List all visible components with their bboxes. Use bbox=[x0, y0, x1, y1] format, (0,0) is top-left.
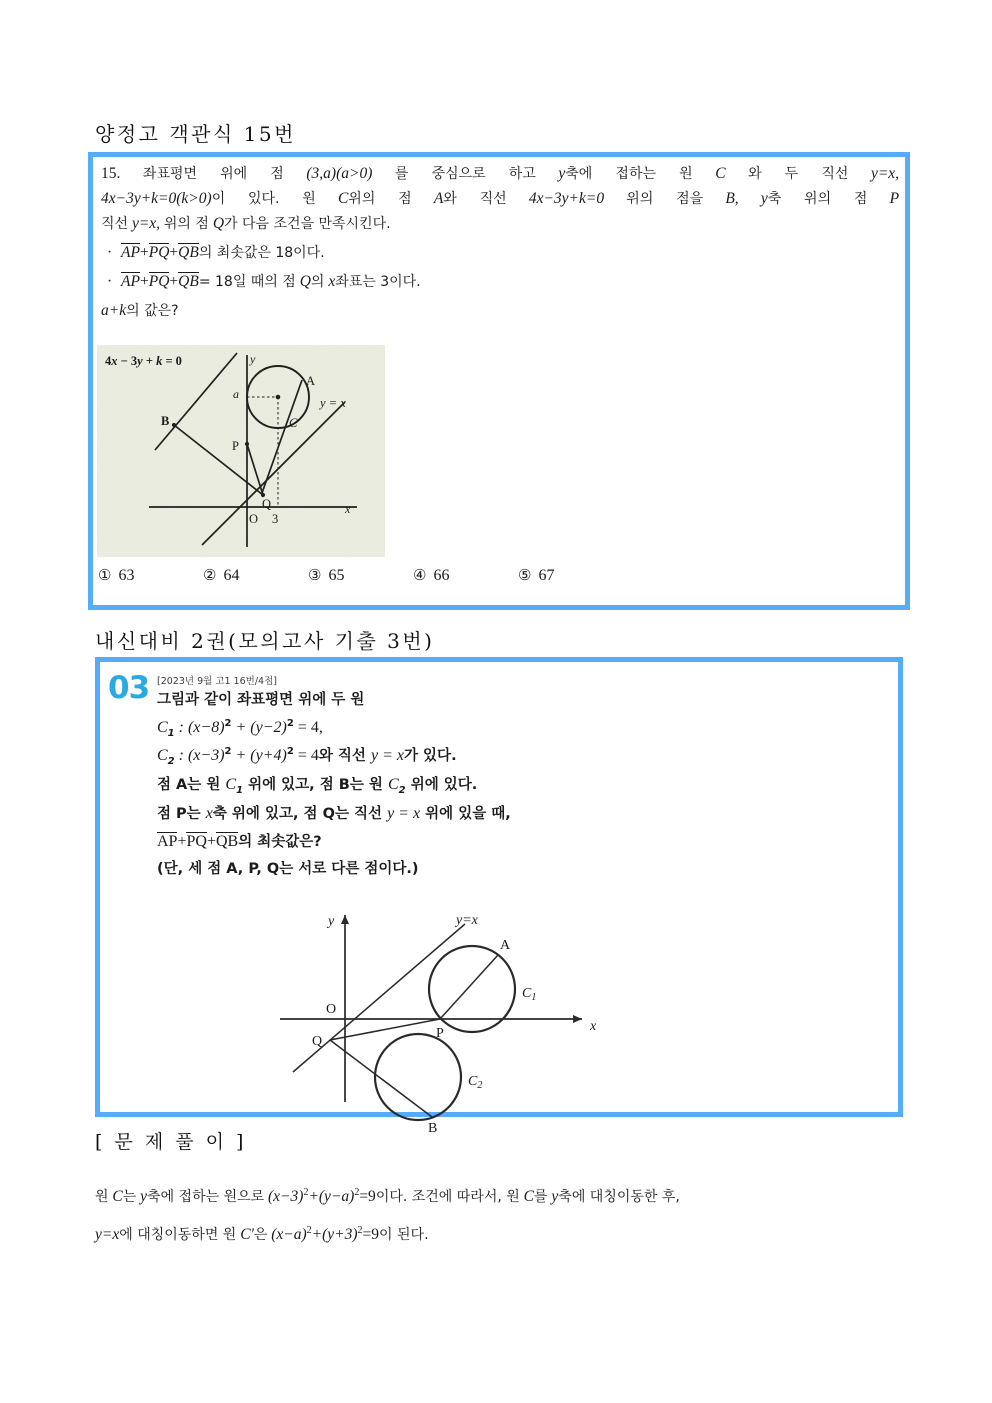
problem-15-text bbox=[101, 161, 899, 323]
sol-s2-c: 은 bbox=[253, 1226, 268, 1243]
problem-03-line-6: AP+PQ+QB의 최솟값은? bbox=[157, 833, 322, 851]
p03-c1-eq-c: = 4, bbox=[293, 718, 323, 736]
fig15-label-Q: Q bbox=[262, 497, 272, 511]
fig03-label-yx: y=x bbox=[456, 913, 478, 928]
solution-line-2 bbox=[95, 1216, 925, 1254]
p03-l4-c1: C bbox=[225, 776, 237, 794]
choice-1[interactable] bbox=[98, 566, 134, 585]
fig03-label-C2: $C_2$ bbox=[468, 1074, 483, 1091]
problem-15-condition-1: · AP+PQ+QB의 최솟값은 18이다. bbox=[107, 244, 325, 262]
p03-l4-b: 위에 있고, 점 B는 원 bbox=[248, 777, 383, 794]
sol-eq1-a: (x−3) bbox=[268, 1188, 304, 1205]
p03-c2-eq-c: = 4 bbox=[293, 747, 319, 765]
sol-circle-c-1: C bbox=[112, 1188, 123, 1205]
sol-circle-cp: C' bbox=[240, 1225, 254, 1243]
sol-circle-c-2: C bbox=[523, 1188, 534, 1205]
fig15-label-3: 3 bbox=[272, 512, 279, 526]
sol-s1-c: 축에 접하는 원으로 bbox=[147, 1189, 265, 1205]
p03-l4-c1-sub: 1 bbox=[236, 785, 244, 797]
choice-5[interactable] bbox=[518, 566, 554, 585]
p03-l4-c2: C bbox=[387, 776, 399, 794]
p03-c1-name: C bbox=[157, 718, 168, 736]
choice-4[interactable] bbox=[413, 566, 449, 585]
choice-1-marker: ① bbox=[98, 568, 112, 584]
p03-c1-sup-a: 2 bbox=[224, 717, 232, 729]
p15-q-ak: a+k bbox=[101, 301, 127, 319]
problem-15-line-3 bbox=[101, 211, 899, 236]
sol-s2-b: 에 대칭이동하면 원 bbox=[119, 1226, 237, 1243]
p15-cond2-x: x bbox=[328, 273, 336, 291]
p15-frag-intro-h: 위의 점을 bbox=[626, 191, 704, 208]
fig03-label-y-axis: y bbox=[328, 914, 335, 929]
p03-seg-pq: PQ bbox=[186, 833, 207, 851]
problem-15-number: 15. bbox=[101, 165, 121, 182]
p15-q-tail: 의 값은? bbox=[126, 302, 179, 319]
p15-frag-point: (3,a)(a>0) bbox=[306, 165, 373, 182]
p03-l4-c2-sub: 2 bbox=[398, 785, 406, 797]
choice-4-value: 66 bbox=[433, 567, 450, 584]
sol-eq1-b: +(y−a) bbox=[308, 1188, 355, 1205]
p03-c2-sup-b: 2 bbox=[286, 746, 294, 758]
fig15-label-yx: y = x bbox=[320, 396, 346, 410]
sol-y-2: y bbox=[551, 1188, 559, 1205]
fig15-label-A: A bbox=[306, 374, 316, 388]
choice-3-marker: ③ bbox=[308, 568, 322, 584]
p15-seg-pq-1: PQ bbox=[148, 244, 170, 262]
p15-cond1-tail: 의 최솟값은 18이다. bbox=[198, 245, 325, 262]
p03-c2-sub: 2 bbox=[167, 756, 175, 768]
problem-03-line-7: (단, 세 점 A, P, Q는 서로 다른 점이다.) bbox=[157, 860, 419, 877]
bullet-icon-2: · bbox=[107, 273, 113, 291]
p15-frag-line-eq: 4x−3y+k=0(k>0) bbox=[101, 190, 212, 208]
p03-seg-qb: QB bbox=[215, 833, 239, 851]
problem-03-line-3 bbox=[157, 742, 888, 771]
p03-line-yx-1: y = x bbox=[371, 747, 404, 765]
p03-l5-b: 축 위에 있고, 점 Q는 직선 bbox=[212, 805, 383, 822]
p15-frag-y2: y bbox=[760, 190, 768, 208]
p15-frag-intro-f: 위의 점 bbox=[348, 191, 412, 208]
p03-c2-name: C bbox=[157, 747, 168, 765]
fig03-label-Q: Q bbox=[312, 1034, 323, 1049]
sol-s1-b: 는 bbox=[122, 1189, 137, 1205]
sol-eq2-sup-b: 2 bbox=[357, 1224, 363, 1236]
sol-eq1-c: =9 bbox=[359, 1188, 376, 1205]
choice-3-value: 65 bbox=[328, 567, 345, 584]
choice-2-marker: ② bbox=[203, 568, 217, 584]
p03-c2-eq-b: + (y+4) bbox=[231, 747, 287, 765]
p03-l4-a: 점 A는 원 bbox=[157, 777, 221, 794]
sol-s1-f: 축에 대칭이동한 후, bbox=[558, 1189, 680, 1205]
p03-l6-tail: 의 최솟값은? bbox=[238, 834, 322, 851]
sol-s2-d: 이 된다. bbox=[379, 1226, 429, 1243]
fig15-label-C: C bbox=[289, 416, 298, 430]
p03-l5-c: 위에 있을 때, bbox=[425, 805, 511, 822]
problem-03-figure bbox=[260, 897, 620, 1136]
p03-c2-tail2: 가 있다. bbox=[404, 748, 457, 765]
section-heading-1: 양정고 객관식 15번 bbox=[95, 122, 296, 146]
problem-15-question bbox=[101, 298, 899, 323]
choice-3[interactable] bbox=[308, 566, 344, 585]
p15-cond2-tail1: 의 bbox=[310, 274, 325, 291]
fig03-label-P: P bbox=[436, 1026, 444, 1041]
p15-frag-point-b: B, bbox=[725, 190, 739, 208]
p03-c1-eq-b: + (y−2) bbox=[231, 718, 287, 736]
fig03-label-B: B bbox=[428, 1121, 438, 1136]
p15-frag-intro-e: 이 있다. 원 bbox=[211, 191, 316, 208]
p03-line-yx-2: y = x bbox=[387, 804, 421, 822]
p03-seg-ap: AP bbox=[157, 833, 178, 851]
sol-s1-e: 를 bbox=[534, 1189, 548, 1205]
p15-cond2-tail2: 좌표는 3이다. bbox=[335, 274, 421, 291]
p03-c1-sup-b: 2 bbox=[286, 717, 294, 729]
problem-03-line-5 bbox=[157, 800, 888, 828]
fig03-label-O: O bbox=[326, 1002, 337, 1017]
sol-eq2-c: =9 bbox=[362, 1225, 380, 1243]
p15-frag-intro-k: 위의 점 bbox=[163, 216, 209, 233]
p15-frag-line-eq2: 4x−3y+k=0 bbox=[528, 190, 605, 208]
p15-frag-intro-b: 를 중심으로 하고 bbox=[394, 166, 536, 182]
sol-eq2-b: +(y+3) bbox=[311, 1225, 358, 1243]
problem-03-line-1: 그림과 같이 좌표평면 위에 두 원 bbox=[157, 692, 365, 708]
p15-seg-pq-2: PQ bbox=[148, 273, 170, 291]
solution-line-1 bbox=[95, 1178, 925, 1216]
sol-eq2-a: (x−a) bbox=[271, 1225, 307, 1243]
sol-s2-a: y=x bbox=[95, 1225, 120, 1243]
solution-heading: [ 문 제 풀 이 ] bbox=[95, 1131, 247, 1153]
problem-03-line-2 bbox=[157, 714, 888, 743]
fig15-label-y-axis: y bbox=[250, 352, 256, 366]
p15-frag-intro-j: 직선 bbox=[101, 216, 129, 233]
section-heading-2: 내신대비 2권(모의고사 기출 3번) bbox=[95, 629, 435, 653]
fig15-label-x-axis: x bbox=[345, 502, 351, 516]
p15-frag-point-p: P bbox=[889, 190, 900, 208]
p15-cond2-mid: = 18일 때의 점 bbox=[198, 274, 296, 291]
fig15-label-O: O bbox=[249, 512, 259, 526]
p15-frag-line-yx: y=x, bbox=[870, 165, 900, 182]
p03-c2-tail: 와 직선 bbox=[318, 748, 366, 765]
fig03-label-C1: $C_1$ bbox=[522, 986, 537, 1003]
fig03-label-x-axis: x bbox=[590, 1019, 597, 1034]
p15-seg-ap-2: AP bbox=[121, 273, 140, 291]
p03-c1-sub: 1 bbox=[167, 727, 175, 739]
p15-frag-point-a: A bbox=[433, 190, 444, 208]
fig15-label-a: a bbox=[233, 387, 239, 401]
p15-frag-circle-c: C bbox=[715, 165, 726, 182]
choice-5-marker: ⑤ bbox=[518, 568, 532, 584]
problem-03-line-4 bbox=[157, 771, 888, 800]
p15-frag-intro-d: 와 두 직선 bbox=[748, 166, 849, 182]
sol-y-1: y bbox=[140, 1188, 148, 1205]
fig15-label-P: P bbox=[232, 439, 239, 453]
fig15-label-B: B bbox=[161, 414, 170, 428]
solution-text bbox=[95, 1178, 925, 1254]
p15-frag-y: y bbox=[558, 165, 566, 182]
choice-4-marker: ④ bbox=[413, 568, 427, 584]
sol-s1-a: 원 bbox=[95, 1189, 109, 1205]
p15-frag-intro-g: 와 직선 bbox=[443, 191, 507, 208]
p03-c2-eq-a: : (x−3) bbox=[174, 747, 225, 765]
sol-eq2-sup-a: 2 bbox=[306, 1224, 312, 1236]
sol-eq1-sup-a: 2 bbox=[303, 1186, 309, 1198]
p03-c1-eq-a: : (x−8) bbox=[174, 718, 225, 736]
sol-s1-d: 이다. 조건에 따라서, 원 bbox=[375, 1189, 520, 1205]
p15-frag-line-yx2: y=x, bbox=[131, 215, 161, 233]
problem-03-source: [2023년 9월 고1 16번/4점] bbox=[157, 676, 277, 687]
problem-03-box bbox=[95, 657, 903, 1136]
fig03-label-A: A bbox=[500, 938, 511, 953]
p15-frag-intro-i: 축 위의 점 bbox=[767, 191, 868, 208]
fig15-label-line-eq: 4x − 3y + k = 0 bbox=[105, 354, 182, 368]
problem-15-line-2 bbox=[101, 186, 899, 211]
problem-15-condition-2: · AP+PQ+QB= 18일 때의 점 Q의 x좌표는 3이다. bbox=[107, 273, 421, 291]
p03-l4-c: 위에 있다. bbox=[410, 777, 478, 794]
problem-15-line-1 bbox=[101, 161, 899, 186]
choice-2-value: 64 bbox=[223, 567, 240, 584]
p15-seg-qb-2: QB bbox=[178, 273, 199, 291]
p03-l5-a: 점 P는 bbox=[157, 805, 201, 822]
p15-frag-intro-c: 축에 접하는 원 bbox=[565, 166, 693, 182]
sol-eq1-sup-b: 2 bbox=[354, 1186, 360, 1198]
p03-c2-sup-a: 2 bbox=[224, 746, 232, 758]
choice-2[interactable] bbox=[203, 566, 239, 585]
problem-03-text bbox=[157, 688, 888, 883]
problem-03-number: 03 bbox=[108, 670, 150, 706]
p15-seg-qb-1: QB bbox=[178, 244, 199, 262]
p15-frag-intro-a: 좌표평면 위에 점 bbox=[142, 166, 284, 182]
choice-1-value: 63 bbox=[118, 567, 135, 584]
p15-frag-circle-c2: C bbox=[337, 190, 349, 208]
choice-5-value: 67 bbox=[538, 567, 555, 584]
p15-frag-intro-l: 가 다음 조건을 만족시킨다. bbox=[224, 216, 391, 233]
p15-seg-ap-1: AP bbox=[121, 244, 140, 262]
p15-cond2-q: Q bbox=[299, 273, 311, 291]
bullet-icon-1: · bbox=[107, 244, 113, 262]
p03-l5-x: x bbox=[205, 804, 213, 822]
p15-frag-point-q: Q bbox=[212, 215, 225, 233]
problem-15-figure bbox=[97, 345, 385, 557]
